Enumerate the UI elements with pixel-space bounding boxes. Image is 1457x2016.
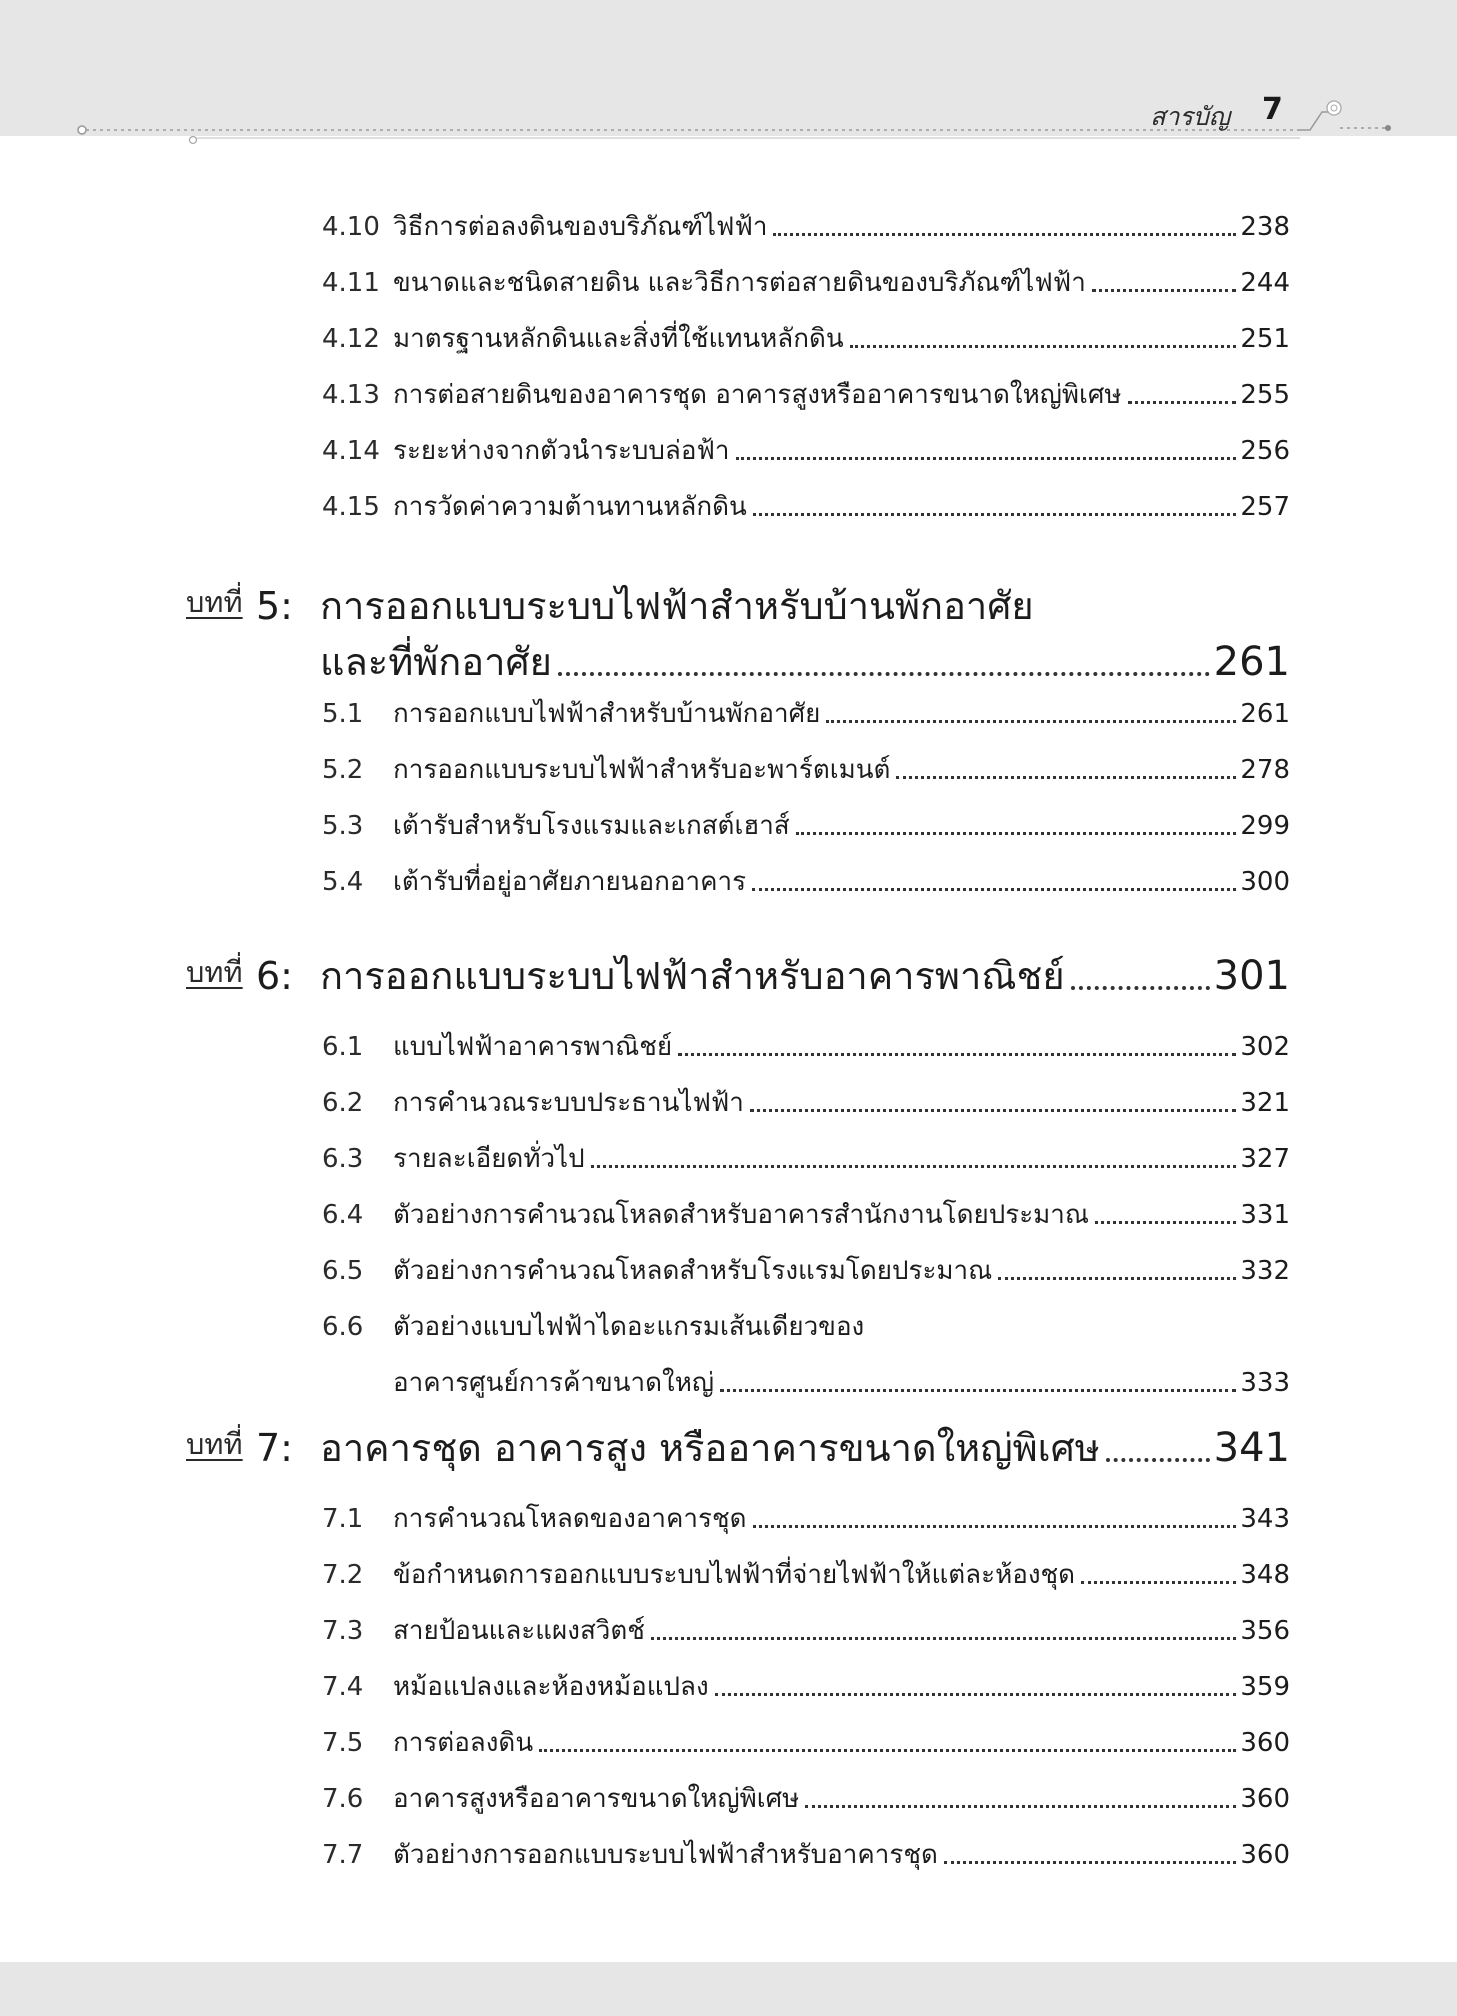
section-title: เต้ารับที่อยู่อาศัยภายนอกอาคาร — [393, 867, 747, 897]
section-title: ขนาดและชนิดสายดิน และวิธีการต่อสายดินของบริภัณฑ์ไฟฟ้า — [393, 268, 1086, 298]
dot-leader — [1092, 285, 1237, 292]
footer-band — [0, 1962, 1457, 2016]
toc-section-row[interactable] — [322, 478, 1290, 524]
section-page-number: 360 — [1240, 1840, 1290, 1870]
section-title: ตัวอย่างการคำนวณโหลดสำหรับอาคารสำนักงานโดยประมาณ — [393, 1200, 1090, 1230]
dot-leader — [805, 1801, 1236, 1808]
section-number: 6.6 — [322, 1312, 364, 1342]
toc-section-row[interactable] — [322, 1546, 1290, 1592]
section-number: 6.3 — [322, 1144, 364, 1174]
section-title: ระยะห่างจากตัวนำระบบล่อฟ้า — [393, 436, 730, 466]
dot-leader — [651, 1633, 1236, 1640]
section-number: 7.6 — [322, 1784, 364, 1814]
chapter-title-continued: และที่พักอาศัย — [320, 640, 552, 684]
section-number: 7.4 — [322, 1672, 364, 1702]
toc-section-row[interactable] — [322, 310, 1290, 356]
dot-leader — [998, 1273, 1236, 1280]
section-title: มาตรฐานหลักดินและสิ่งที่ใช้แทนหลักดิน — [393, 324, 844, 354]
chapter-number: 5: — [256, 584, 293, 628]
section-page-number: 343 — [1240, 1504, 1290, 1534]
section-page-number: 360 — [1240, 1784, 1290, 1814]
toc-section-row[interactable] — [322, 1602, 1290, 1648]
toc-section-row[interactable] — [322, 1018, 1290, 1064]
section-page-number: 356 — [1240, 1616, 1290, 1646]
section-title: อาคารสูงหรืออาคารขนาดใหญ่พิเศษ — [393, 1784, 800, 1814]
dot-leader — [750, 1105, 1236, 1112]
section-page-number: 257 — [1240, 492, 1290, 522]
chapter-page-number: 341 — [1213, 1425, 1290, 1471]
section-page-number: 261 — [1240, 699, 1290, 729]
toc-section-row[interactable] — [322, 366, 1290, 412]
section-page-number: 278 — [1240, 755, 1290, 785]
toc-section-row[interactable] — [322, 254, 1290, 300]
section-title: ข้อกำหนดการออกแบบระบบไฟฟ้าที่จ่ายไฟฟ้าให้แต่ละห้องชุด — [393, 1560, 1076, 1590]
section-title: ตัวอย่างแบบไฟฟ้าไดอะแกรมเส้นเดียวของ — [393, 1312, 865, 1342]
chapter-title: อาคารชุด อาคารสูง หรืออาคารขนาดใหญ่พิเศษ — [320, 1426, 1100, 1470]
toc-section-row[interactable] — [322, 797, 1290, 843]
toc-section-row[interactable] — [322, 1298, 1290, 1344]
section-number: 7.5 — [322, 1728, 364, 1758]
section-number: 4.15 — [322, 492, 380, 522]
section-page-number: 360 — [1240, 1728, 1290, 1758]
toc-chapter-row[interactable] — [186, 570, 1290, 630]
toc-chapter-row-continued[interactable] — [186, 626, 1290, 686]
dot-leader — [539, 1745, 1236, 1752]
toc-section-row[interactable] — [322, 1714, 1290, 1760]
toc-section-row[interactable] — [322, 741, 1290, 787]
dot-leader — [753, 1521, 1237, 1528]
section-page-number: 321 — [1240, 1088, 1290, 1118]
dot-leader — [715, 1689, 1237, 1696]
section-number: 7.1 — [322, 1504, 364, 1534]
dot-leader — [678, 1049, 1236, 1056]
dot-leader — [752, 884, 1236, 891]
section-page-number: 300 — [1240, 867, 1290, 897]
toc-section-row[interactable] — [322, 1242, 1290, 1288]
dot-leader — [736, 453, 1237, 460]
section-page-number: 255 — [1240, 380, 1290, 410]
chapter-title: การออกแบบระบบไฟฟ้าสำหรับบ้านพักอาศัย — [320, 584, 1034, 628]
dot-leader — [1106, 1454, 1210, 1462]
section-number: 6.1 — [322, 1032, 364, 1062]
section-page-number: 332 — [1240, 1256, 1290, 1286]
section-number: 6.4 — [322, 1200, 364, 1230]
dot-leader — [591, 1161, 1237, 1168]
section-title: ตัวอย่างการออกแบบระบบไฟฟ้าสำหรับอาคารชุด — [393, 1840, 938, 1870]
dot-leader — [1071, 982, 1210, 990]
section-title: แบบไฟฟ้าอาคารพาณิชย์ — [393, 1032, 673, 1062]
chapter-page-number: 301 — [1213, 953, 1290, 999]
dot-leader — [796, 828, 1237, 835]
toc-chapter-row[interactable] — [186, 940, 1290, 1000]
section-number: 4.14 — [322, 436, 380, 466]
section-page-number: 256 — [1240, 436, 1290, 466]
section-page-number: 302 — [1240, 1032, 1290, 1062]
section-number: 5.2 — [322, 755, 364, 785]
toc-section-row[interactable] — [322, 1490, 1290, 1536]
dot-leader — [1081, 1577, 1236, 1584]
dot-leader — [850, 341, 1237, 348]
section-page-number: 333 — [1240, 1368, 1290, 1398]
chapter-word: บทที่ — [186, 1427, 243, 1461]
section-page-number: 251 — [1240, 324, 1290, 354]
header-page-number: 7 — [1262, 92, 1283, 127]
chapter-page-number: 261 — [1213, 639, 1290, 685]
section-page-number: 348 — [1240, 1560, 1290, 1590]
toc-section-row[interactable] — [322, 853, 1290, 899]
section-number: 4.13 — [322, 380, 380, 410]
section-number: 5.4 — [322, 867, 364, 897]
toc-section-row[interactable] — [322, 1658, 1290, 1704]
dot-leader — [944, 1857, 1236, 1864]
section-number: 4.12 — [322, 324, 380, 354]
section-title-continued: อาคารศูนย์การค้าขนาดใหญ่ — [393, 1368, 715, 1398]
section-title: การออกแบบไฟฟ้าสำหรับบ้านพักอาศัย — [393, 699, 821, 729]
section-page-number: 331 — [1240, 1200, 1290, 1230]
section-title: การคำนวณระบบประธานไฟฟ้า — [393, 1088, 744, 1118]
section-number: 7.2 — [322, 1560, 364, 1590]
section-number: 5.3 — [322, 811, 364, 841]
section-title: เต้ารับสำหรับโรงแรมและเกสต์เฮาส์ — [393, 811, 790, 841]
dot-leader — [558, 668, 1210, 676]
toc-section-row[interactable] — [322, 1074, 1290, 1120]
section-title: หม้อแปลงและห้องหม้อแปลง — [393, 1672, 709, 1702]
section-page-number: 299 — [1240, 811, 1290, 841]
section-title: วิธีการต่อลงดินของบริภัณฑ์ไฟฟ้า — [393, 212, 768, 242]
dot-leader — [720, 1385, 1236, 1392]
toc-section-row-continued[interactable] — [322, 1354, 1290, 1400]
section-title: การต่อสายดินของอาคารชุด อาคารสูงหรืออาคารขนาดใหญ่พิเศษ — [393, 380, 1122, 410]
toc-section-row[interactable] — [322, 1826, 1290, 1872]
section-number: 7.7 — [322, 1840, 364, 1870]
dot-leader — [773, 229, 1236, 236]
section-number: 4.10 — [322, 212, 380, 242]
dot-leader — [826, 716, 1236, 723]
section-number: 6.5 — [322, 1256, 364, 1286]
section-number: 5.1 — [322, 699, 364, 729]
chapter-title: การออกแบบระบบไฟฟ้าสำหรับอาคารพาณิชย์ — [320, 954, 1065, 998]
toc-section-row[interactable] — [322, 685, 1290, 731]
section-number: 7.3 — [322, 1616, 364, 1646]
section-number: 4.11 — [322, 268, 380, 298]
chapter-number: 7: — [256, 1426, 293, 1470]
dot-leader — [896, 772, 1236, 779]
section-title: การต่อลงดิน — [393, 1728, 534, 1758]
dot-leader — [753, 509, 1237, 516]
section-title: การคำนวณโหลดของอาคารชุด — [393, 1504, 747, 1534]
dot-leader — [1095, 1217, 1236, 1224]
section-title: รายละเอียดทั่วไป — [393, 1144, 585, 1174]
chapter-word: บทที่ — [186, 585, 243, 619]
section-title: สายป้อนและแผงสวิตช์ — [393, 1616, 645, 1646]
chapter-number: 6: — [256, 954, 293, 998]
toc-section-row[interactable] — [322, 1770, 1290, 1816]
header-ornament — [0, 0, 1457, 160]
dot-leader — [1128, 397, 1237, 404]
section-title: การออกแบบระบบไฟฟ้าสำหรับอะพาร์ตเมนต์ — [393, 755, 891, 785]
toc-section-row[interactable] — [322, 198, 1290, 244]
section-page-number: 244 — [1240, 268, 1290, 298]
toc-section-row[interactable] — [322, 1186, 1290, 1232]
section-number: 6.2 — [322, 1088, 364, 1118]
section-title: การวัดค่าความต้านทานหลักดิน — [393, 492, 747, 522]
section-title: ตัวอย่างการคำนวณโหลดสำหรับโรงแรมโดยประมาณ — [393, 1256, 993, 1286]
section-page-number: 238 — [1240, 212, 1290, 242]
toc-chapter-row[interactable] — [186, 1412, 1290, 1472]
chapter-word: บทที่ — [186, 955, 243, 989]
section-page-number: 359 — [1240, 1672, 1290, 1702]
section-page-number: 327 — [1240, 1144, 1290, 1174]
toc-section-row[interactable] — [322, 422, 1290, 468]
toc-section-row[interactable] — [322, 1130, 1290, 1176]
header-section-label: สารบัญ — [1150, 102, 1230, 131]
